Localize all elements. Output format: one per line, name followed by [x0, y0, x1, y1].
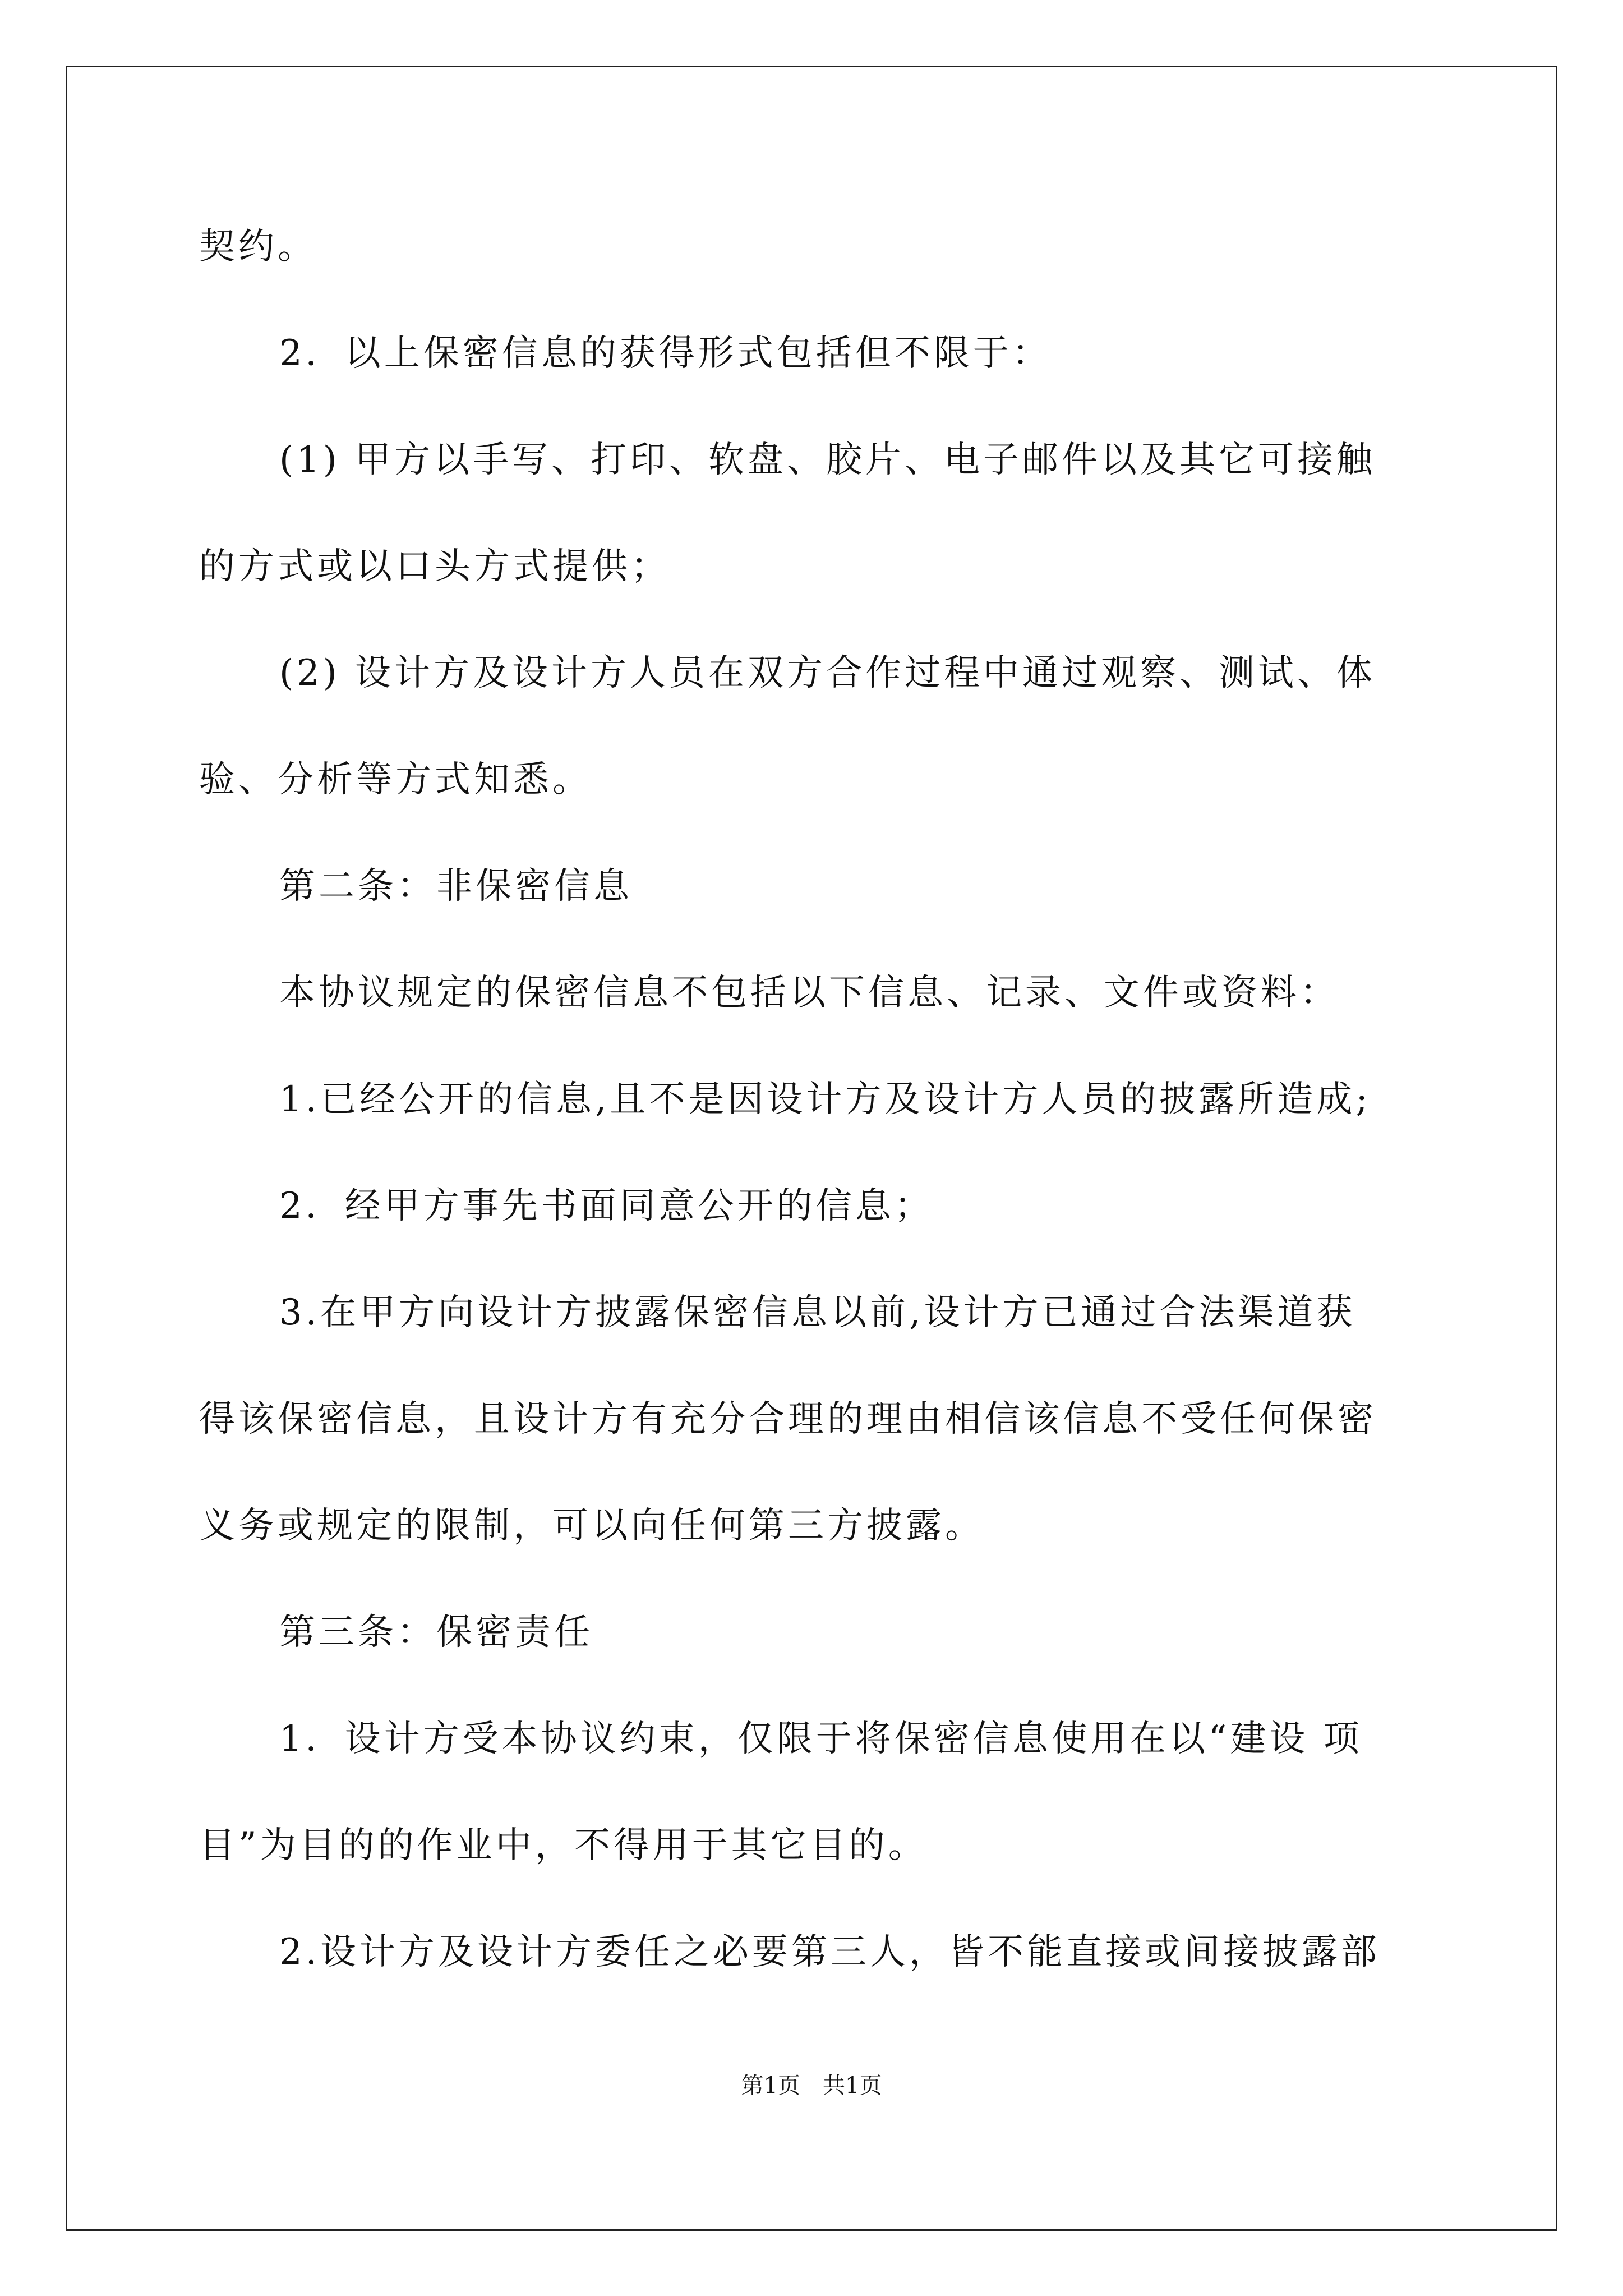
text-line: 目”为目的的作业中，不得用于其它目的。 — [199, 1825, 928, 1866]
section-heading: 第三条：保密责任 — [279, 1612, 593, 1653]
text-line: 1.已经公开的信息,且不是因设计方及设计方人员的披露所造成; — [279, 1079, 1371, 1120]
text-line: 本协议规定的保密信息不包括以下信息、记录、文件或资料： — [279, 972, 1339, 1014]
text-line: 2．经甲方事先书面同意公开的信息； — [279, 1185, 934, 1227]
text-line: 2．以上保密信息的获得形式包括但不限于： — [279, 333, 1052, 374]
text-line: (1) 甲方以手写、打印、软盘、胶片、电子邮件以及其它可接触 — [279, 439, 1376, 481]
text-line: 得该保密信息，且设计方有充分合理的理由相信该信息不受任何保密 — [199, 1398, 1377, 1440]
text-line: 验、分析等方式知悉。 — [199, 759, 592, 800]
text-line: 3.在甲方向设计方披露保密信息以前,设计方已通过合法渠道获 — [279, 1292, 1356, 1333]
text-line: (2) 设计方及设计方人员在双方合作过程中通过观察、测试、体 — [279, 652, 1376, 694]
section-heading: 第二条：非保密信息 — [279, 866, 633, 907]
text-line: 2.设计方及设计方委任之必要第三人，皆不能直接或间接披露部 — [279, 1931, 1381, 1973]
page-border — [66, 66, 1557, 2231]
text-line: 的方式或以口头方式提供； — [199, 546, 670, 587]
text-line: 契约。 — [199, 226, 317, 268]
text-line: 1．设计方受本协议约束，仅限于将保密信息使用在以“建设 项 — [279, 1718, 1363, 1760]
page-number-footer: 第1页 共1页 — [741, 2073, 882, 2099]
text-line: 义务或规定的限制，可以向任何第三方披露。 — [199, 1505, 984, 1547]
